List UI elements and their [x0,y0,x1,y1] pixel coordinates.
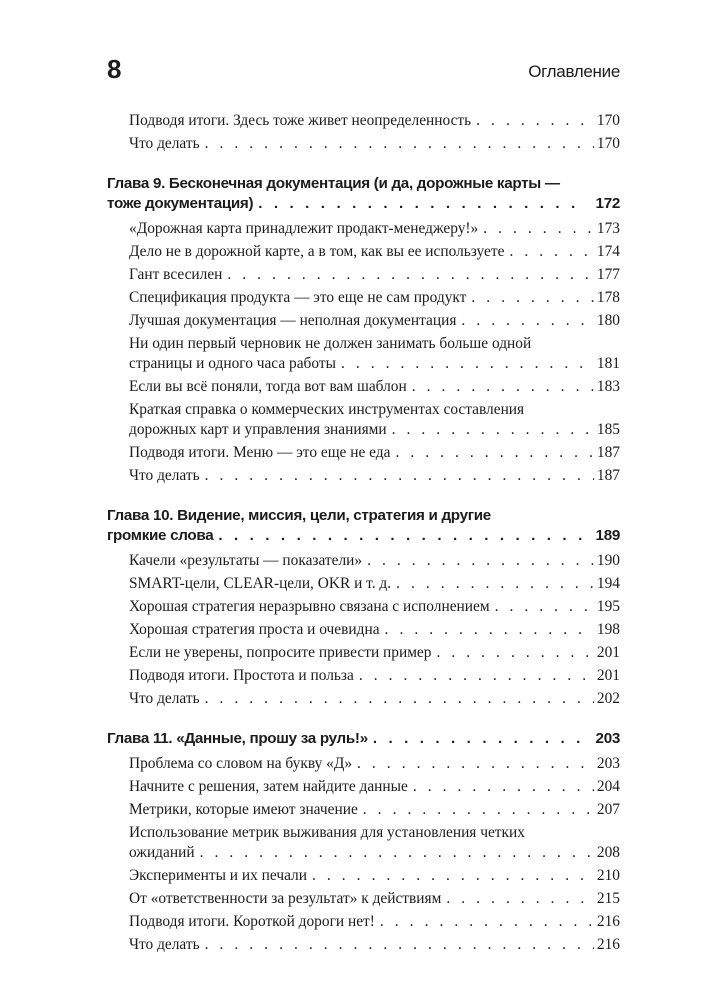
toc-entry[interactable] [107,443,620,463]
chapter-block-9 [107,174,620,486]
chapter-block-10 [107,506,620,709]
toc-entry-page: 201 [596,644,620,661]
toc-entry-page: 215 [596,890,620,907]
toc-entry-title: ожиданий [129,844,195,861]
toc-entry[interactable] [107,288,620,308]
toc-entry-title-line: Использование метрик выживания для установления четких [129,824,525,841]
toc-entry-page: 216 [596,936,620,953]
toc-entry[interactable] [107,551,620,571]
toc-entry-title-line: Краткая справка о коммерческих инструментах составления [129,401,525,418]
toc-entry[interactable] [107,242,620,262]
leader-dots [258,194,584,214]
leader-dots [357,754,594,774]
toc-entry-title: Что делать [129,135,200,152]
leader-dots [227,265,594,285]
toc-entry[interactable] [107,935,620,955]
toc-entry[interactable] [107,912,620,932]
toc-entry-page: 187 [596,444,620,461]
leader-dots [205,689,594,709]
leader-dots [412,377,594,397]
leader-dots [396,574,594,594]
toc-entry-page: 187 [596,467,620,484]
toc-entry[interactable] [107,111,620,131]
leader-dots [341,354,594,374]
toc-entry[interactable] [107,666,620,686]
leader-dots [205,935,594,955]
toc-entry-page: 180 [596,312,620,329]
toc-entry-page: 185 [596,421,620,438]
toc-entry-page: 194 [596,575,620,592]
leader-dots [359,666,594,686]
toc-entry-title: Подводя итоги. Здесь тоже живет неопределенность [129,112,472,129]
leader-dots [471,288,594,308]
leader-dots [436,643,593,663]
toc-entry-title: Если не уверены, попросите привести пример [129,644,432,661]
leader-dots [205,466,594,486]
leader-dots [461,311,593,331]
toc-entry[interactable] [107,134,620,154]
toc-entry-page: 203 [596,755,620,772]
leader-dots [495,597,594,617]
toc-entry-title: Что делать [129,467,200,484]
chapter-title-line: Глава 11. «Данные, прошу за руль!» [107,730,368,747]
toc-entry-page: 190 [596,552,620,569]
chapter-heading-11[interactable] [107,729,620,749]
toc-entry[interactable] [107,620,620,640]
toc-entry[interactable] [107,311,620,331]
toc-entry-page: 174 [596,243,620,260]
toc-entry[interactable] [107,377,620,397]
toc-entry-page: 173 [596,220,620,237]
leader-dots [218,526,584,546]
toc-entry-page: 170 [596,135,620,152]
toc-entry-page: 178 [596,289,620,306]
leader-dots [413,777,594,797]
toc-entry-title: Хорошая стратегия неразрывно связана с исполнением [129,598,490,615]
chapter-page: 203 [595,730,620,747]
toc-entry[interactable] [107,400,620,440]
toc-entry-page: 208 [596,844,620,861]
leader-dots [200,843,594,863]
toc-entry-title: «Дорожная карта принадлежит продакт-менеджеру!» [129,220,479,237]
chapter-heading-10[interactable] [107,506,620,546]
toc-entry-title: Качели «результаты — показатели» [129,552,363,569]
table-of-contents [107,111,620,975]
leader-dots [380,912,594,932]
toc-entry[interactable] [107,777,620,797]
toc-entry[interactable] [107,800,620,820]
toc-entry-title: Подводя итоги. Короткой дороги нет! [129,913,375,930]
toc-entry-page: 195 [596,598,620,615]
chapter-block-11 [107,729,620,955]
leader-dots [205,134,594,154]
leader-dots [363,800,594,820]
toc-entry-title: Лучшая документация — неполная документация [129,312,457,329]
toc-entry-page: 210 [596,867,620,884]
toc-entry-title-line: Ни один первый черновик не должен занимать больше одной [129,335,532,352]
toc-entry[interactable] [107,643,620,663]
chapter-title-line: тоже документация) [107,195,254,212]
toc-entry-title: Если вы всё поняли, тогда вот вам шаблон [129,378,407,395]
toc-entry-title: Хорошая стратегия проста и очевидна [129,621,380,638]
chapter-heading-9[interactable] [107,174,620,214]
leader-dots [446,889,594,909]
toc-entry-title: Эксперименты и их печали [129,867,307,884]
toc-entry-page: 181 [596,355,620,372]
toc-entry-page: 207 [596,801,620,818]
leader-dots [395,443,593,463]
chapter-title-line: Глава 9. Бесконечная документация (и да, дорожные карты — [107,175,560,192]
toc-entry[interactable] [107,823,620,863]
toc-entry-title: Метрики, которые имеют значение [129,801,358,818]
leader-dots [367,551,594,571]
running-head: Оглавление [528,62,620,81]
toc-entry-title: Проблема со словом на букву «Д» [129,755,353,772]
toc-entry[interactable] [107,265,620,285]
leader-dots [385,620,594,640]
toc-entry-title: Дело не в дорожной карте, а в том, как вы ее используете [129,243,505,260]
toc-entry-page: 201 [596,667,620,684]
toc-entry[interactable] [107,889,620,909]
toc-entry[interactable] [107,574,620,594]
toc-entry[interactable] [107,597,620,617]
toc-entry-page: 170 [596,112,620,129]
leader-dots [476,111,594,131]
toc-entry[interactable] [107,334,620,374]
toc-entry-title: Что делать [129,690,200,707]
toc-entry-title: Подводя итоги. Меню — это еще не еда [129,444,391,461]
toc-entry-page: 183 [596,378,620,395]
chapter-title-line: Глава 10. Видение, миссия, цели, стратегия и другие [107,507,491,524]
toc-entry[interactable] [107,466,620,486]
toc-entry[interactable] [107,219,620,239]
toc-entry[interactable] [107,689,620,709]
toc-entry-title: Подводя итоги. Простота и польза [129,667,354,684]
toc-intro-block [107,111,620,154]
toc-entry-page: 177 [596,266,620,283]
toc-entry-page: 204 [596,778,620,795]
leader-dots [483,219,594,239]
leader-dots [312,866,594,886]
toc-entry-page: 198 [596,621,620,638]
leader-dots [509,242,593,262]
chapter-page: 189 [595,527,620,544]
toc-entry-title: страницы и одного часа работы [129,355,336,372]
toc-entry-title: Начните с решения, затем найдите данные [129,778,408,795]
leader-dots [373,729,585,749]
toc-entry-title: SMART-цели, CLEAR-цели, OKR и т. д. [129,575,392,592]
toc-entry-page: 202 [596,690,620,707]
toc-entry-page: 216 [596,913,620,930]
page-number: 8 [107,54,122,84]
toc-entry-title: Гант всесилен [129,266,223,283]
toc-entry-title: От «ответственности за результат» к действиям [129,890,442,907]
leader-dots [392,420,594,440]
toc-entry-title: дорожных карт и управления знаниями [129,421,387,438]
toc-entry[interactable] [107,866,620,886]
chapter-page: 172 [595,195,620,212]
toc-entry[interactable] [107,754,620,774]
toc-entry-title: Что делать [129,936,200,953]
chapter-title-line: громкие слова [107,527,214,544]
toc-entry-title: Спецификация продукта — это еще не сам продукт [129,289,467,306]
